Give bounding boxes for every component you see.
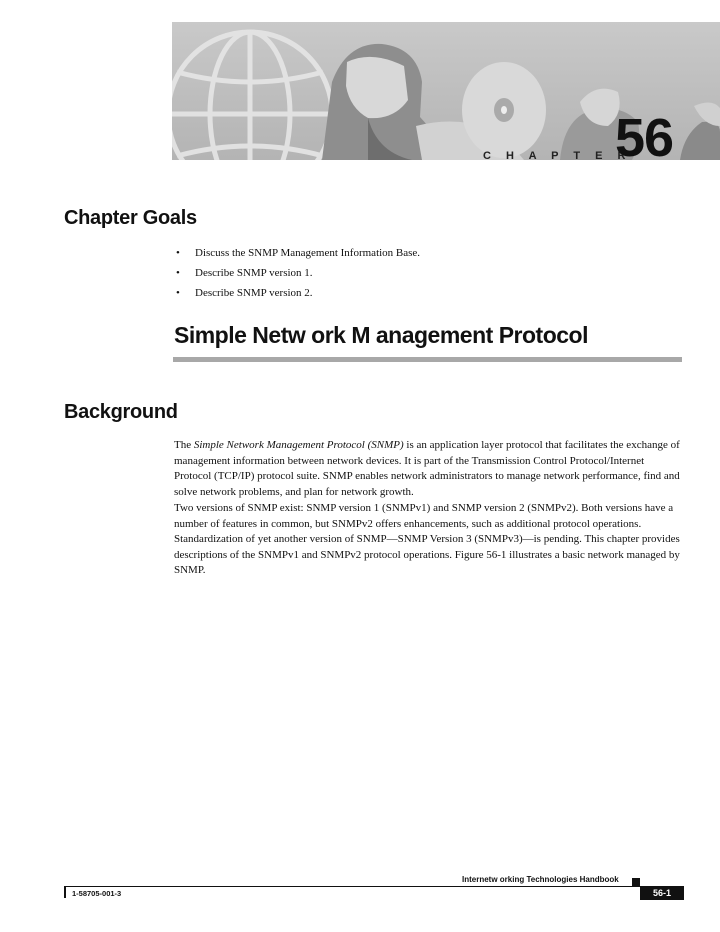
footer-book-title: Internetw orking Technologies Handbook	[462, 875, 619, 884]
background-heading: Background	[64, 401, 178, 423]
chapter-title: Simple Netw ork M anagement Protocol	[174, 322, 588, 348]
bullet: •	[176, 247, 180, 259]
chapter-label: C H A P T E R	[483, 150, 632, 162]
bullet: •	[176, 287, 180, 299]
paragraph-text: is an application layer protocol that facilitates the exchange of management information between network devices. It is part of the Transmission Control Protocol/Internet Protocol (TCP/IP) protocol suite. SNMP enables network administrators to manage network performance, find and solve network problems, and plan for network growth.	[174, 439, 680, 498]
chapter-goals-list	[176, 243, 420, 303]
footer-isbn: 1-58705-001-3	[72, 889, 122, 898]
list-item	[176, 263, 420, 283]
paragraph-text: The	[174, 439, 194, 451]
background-paragraph-1	[174, 438, 684, 500]
goal-text: Describe SNMP version 2.	[195, 287, 313, 299]
paragraph-emphasis: Simple Network Management Protocol (SNMP)	[193, 439, 404, 451]
chapter-goals-heading: Chapter Goals	[64, 207, 197, 229]
chapter-number: 56	[615, 108, 674, 168]
bullet: •	[176, 267, 180, 279]
footer-rule	[64, 886, 684, 887]
goal-text: Describe SNMP version 1.	[195, 267, 313, 279]
title-rule	[173, 357, 682, 362]
list-item	[176, 243, 420, 263]
list-item	[176, 283, 420, 303]
page-number: 56-1	[640, 886, 684, 900]
background-paragraph-2: Two versions of SNMP exist: SNMP version 1 (SNMPv1) and SNMP version 2 (SNMPv2). Both versions have a number of features in common, but SNMPv2 offers enhancements, such as additional protocol operations. Standardization of yet another version of SNMP—SNMP Version 3 (SNMPv3)—is pending. This chapter provides descriptions of the SNMPv1 and SNMPv2 protocol operations. Figure 56-1 illustrates a basic network managed by SNMP.	[174, 502, 680, 576]
goal-text: Discuss the SNMP Management Information Base.	[195, 247, 421, 259]
footer-mark	[632, 878, 640, 886]
footer-tick	[64, 886, 66, 898]
